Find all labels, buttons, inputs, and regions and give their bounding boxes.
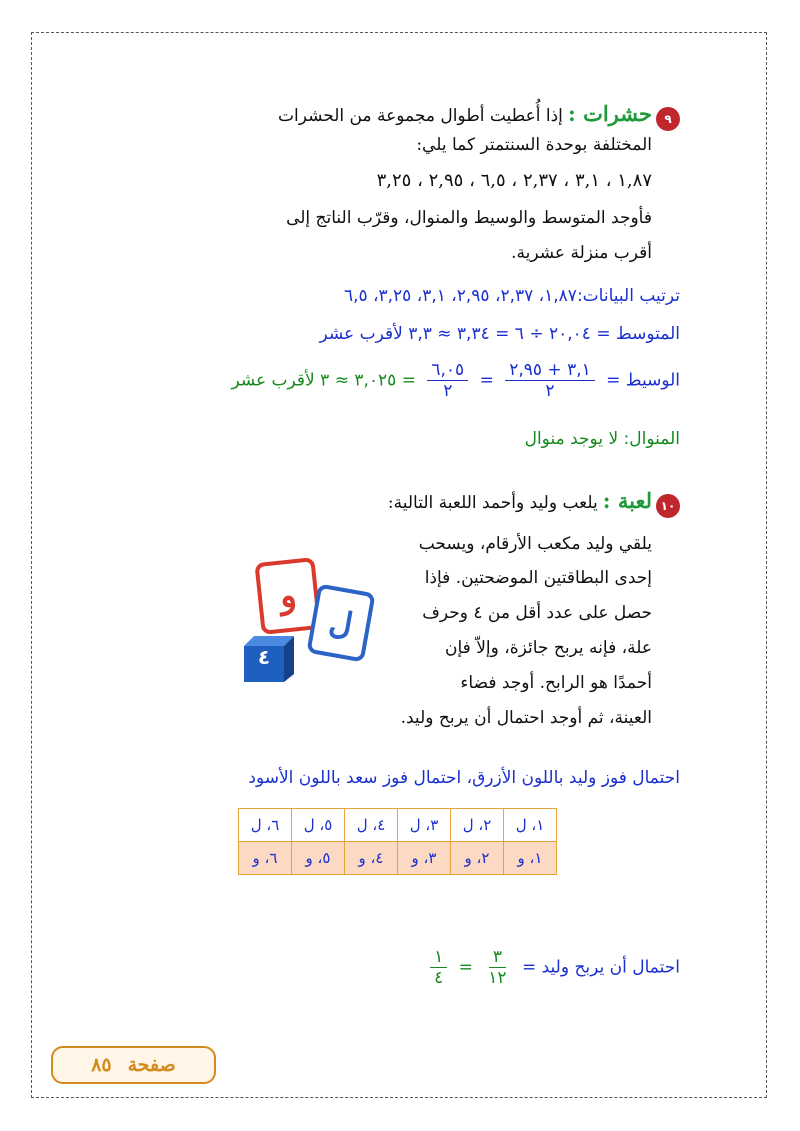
question-10-title: لعبة : xyxy=(602,488,652,513)
question-9-text-3: فأوجد المتوسط والوسيط والمنوال، وقرّب الناتج إلى xyxy=(286,208,652,228)
page-border xyxy=(31,32,767,1098)
table-cell: ١، و xyxy=(504,842,557,875)
probability-fraction-1-denominator: ١٢ xyxy=(488,968,507,988)
table-row xyxy=(239,842,557,875)
probability-equals: = xyxy=(458,957,473,978)
table-cell: ٥، ل xyxy=(292,809,345,842)
blue-letter-card xyxy=(306,583,375,662)
question-10-intro: يلعب وليد وأحمد اللعبة التالية: xyxy=(387,493,598,513)
question-10-number-badge xyxy=(656,494,680,518)
sorted-data: ترتيب البيانات:١,٨٧، ٢,٣٧، ٢,٩٥، ٣,١، ٣,٢٥، ٦,٥ xyxy=(343,286,680,306)
median-fraction-1-denominator: ٢ xyxy=(545,381,555,401)
median-tail: = ٣,٠٢٥ ≈ ٣ لأقرب عشر xyxy=(231,370,416,391)
table-cell: ٣، و xyxy=(398,842,451,875)
question-9-text-4: أقرب منزلة عشرية. xyxy=(511,243,652,263)
question-10-text-3: حصل على عدد أقل من ٤ وحرف xyxy=(422,603,652,623)
probability-fraction-1-numerator: ٣ xyxy=(489,947,506,968)
table-row xyxy=(239,809,557,842)
table-cell: ٤، ل xyxy=(345,809,398,842)
page-number-box xyxy=(51,1046,216,1084)
sample-space-table xyxy=(238,808,557,875)
question-10-text-1: يلقي وليد مكعب الأرقام، ويسحب xyxy=(418,534,652,554)
table-cell: ٣، ل xyxy=(398,809,451,842)
table-cell: ٦، و xyxy=(239,842,292,875)
probability-fraction-2-denominator: ٤ xyxy=(434,968,444,988)
probability-fraction-2-numerator: ١ xyxy=(430,947,447,968)
blue-card-letter: ل xyxy=(326,602,356,644)
probability-line xyxy=(424,947,680,988)
question-10-number: ١٠ xyxy=(660,499,676,513)
question-10-text-5: أحمدًا هو الرابح. أوجد فضاء xyxy=(460,673,652,693)
median-fraction-2-numerator: ٦,٠٥ xyxy=(427,360,468,381)
table-cell: ٢، ل xyxy=(451,809,504,842)
question-9-title: حشرات : xyxy=(568,101,652,126)
question-10-text-4: علة، فإنه يربح جائزة، وإلاّ فإن xyxy=(445,638,652,658)
median-fraction-2-denominator: ٢ xyxy=(443,381,453,401)
table-cell: ١، ل xyxy=(504,809,557,842)
probability-fraction-1 xyxy=(484,947,510,988)
median-label: الوسيط = xyxy=(606,370,680,391)
question-10-line-intro xyxy=(388,488,652,513)
solution-10-heading: احتمال فوز وليد باللون الأزرق، احتمال فوز سعد باللون الأسود xyxy=(248,768,680,788)
question-9-number: ٩ xyxy=(664,112,672,126)
question-9-data: ١,٨٧ ، ٣,١ ، ٢,٣٧ ، ٦,٥ ، ٢,٩٥ ، ٣,٢٥ xyxy=(376,170,652,191)
mode-line: المنوال: لا يوجد منوال xyxy=(524,429,680,449)
question-9-line-1 xyxy=(278,101,652,126)
question-9-text-2: المختلفة بوحدة السنتمتر كما يلي: xyxy=(416,135,652,155)
median-equals: = xyxy=(479,370,494,391)
table-cell: ٤، و xyxy=(345,842,398,875)
red-card-letter: و xyxy=(277,575,299,617)
probability-fraction-2 xyxy=(430,947,447,988)
probability-label: احتمال أن يربح وليد = xyxy=(521,957,680,978)
question-10-text-2: إحدى البطاقتين الموضحتين. فإذا xyxy=(424,568,652,588)
median-fraction-1-numerator: ٣,١ + ٢,٩٥ xyxy=(505,360,595,381)
median-line xyxy=(231,360,680,401)
median-fraction-1 xyxy=(505,360,595,401)
table-cell: ٢، و xyxy=(451,842,504,875)
page-number: ٨٥ xyxy=(91,1054,112,1076)
question-9-text-1: إذا أُعطيت أطوال مجموعة من الحشرات xyxy=(277,106,563,126)
table-cell: ٥، و xyxy=(292,842,345,875)
table-cell: ٦، ل xyxy=(239,809,292,842)
cube-number: ٤ xyxy=(257,645,271,669)
mean-line: المتوسط = ٢٠,٠٤ ÷ ٦ = ٣,٣٤ ≈ ٣,٣ لأقرب عشر xyxy=(319,324,680,344)
question-10-text-6: العينة، ثم أوجد احتمال أن يربح وليد. xyxy=(400,708,652,728)
question-9-number-badge xyxy=(656,107,680,131)
page-label: صفحة xyxy=(127,1054,176,1076)
median-fraction-2 xyxy=(427,360,468,401)
